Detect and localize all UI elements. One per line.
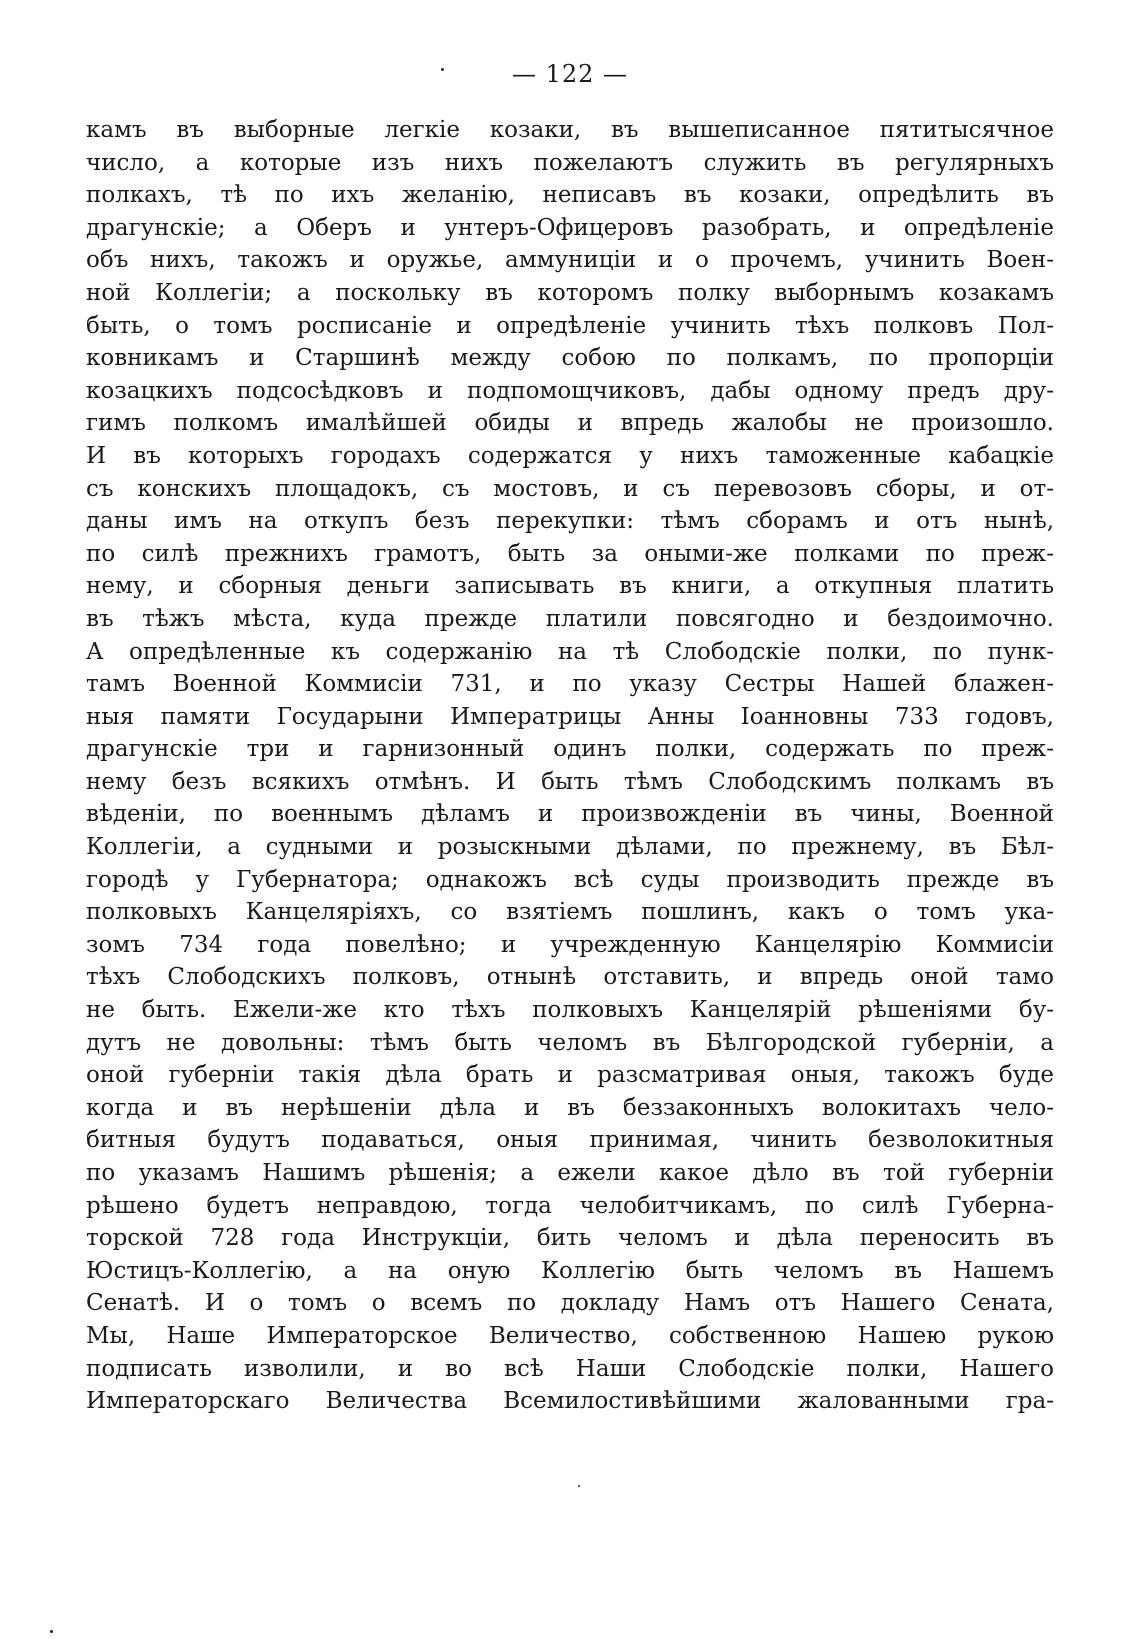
text-line: тѣхъ Слободскихъ полковъ, отнынѣ отставить, и впредь оной тамо — [86, 964, 1054, 991]
text-line: драгунскіе; а Оберъ и унтеръ-Офицеровъ разобрать, и опредѣленіе — [86, 214, 1054, 241]
text-line: ныя памяти Государыни Императрицы Анны Іоанновны 733 годовъ, — [86, 703, 1054, 730]
text-line: торской 728 года Инструкціи, бить челомъ и дѣла переносить въ — [86, 1225, 1054, 1252]
text-line: ковникамъ и Старшинѣ между собою по полкамъ, по пропорціи — [86, 345, 1054, 372]
text-line: нему, и сборныя деньги записывать въ книги, а откупныя платить — [86, 573, 1054, 600]
text-line: Императорскаго Величества Всемилостивѣйшими жалованными гра- — [86, 1388, 1054, 1415]
text-line: нему безъ всякихъ отмѣнъ. И быть тѣмъ Слободскимъ полкамъ въ — [86, 768, 1054, 795]
text-line: козацкихъ подсосѣдковъ и подпомощчиковъ, дабы одному предъ дру- — [86, 377, 1054, 404]
text-line: даны имъ на откупъ безъ перекупки: тѣмъ сборамъ и отъ нынѣ, — [86, 508, 1054, 535]
text-line: Мы, Наше Императорское Величество, собственною Нашею рукою — [86, 1322, 1054, 1349]
text-line: вѣденіи, по военнымъ дѣламъ и произвожденіи въ чины, Военной — [86, 801, 1054, 828]
ink-speck — [578, 1485, 580, 1487]
text-line: Сенатѣ. И о томъ о всемъ по докладу Намъ отъ Нашего Сената, — [86, 1290, 1054, 1317]
text-line: Коллегіи, а судными и розыскными дѣлами, по прежнему, въ Бѣл- — [86, 834, 1054, 861]
text-line: полкахъ, тѣ по ихъ желанію, неписавъ въ козаки, опредѣлить въ — [86, 182, 1054, 209]
text-line: зомъ 734 года повелѣно; и учрежденную Канцелярію Коммисіи — [86, 931, 1054, 958]
text-line: въ тѣжъ мѣста, куда прежде платили повсягодно и бездоимочно. — [86, 605, 1054, 632]
text-line: объ нихъ, такожъ и оружье, аммуниціи и о прочемъ, учинить Воен- — [86, 247, 1054, 274]
text-line: по силѣ прежнихъ грамотъ, быть за оными-же полками по преж- — [86, 540, 1054, 567]
text-line: оной губерніи такія дѣла брать и разсматривая оныя, такожъ буде — [86, 1062, 1054, 1089]
text-line: подписать изволили, и во всѣ Наши Слободскіе полки, Нашего — [86, 1355, 1054, 1382]
text-line: драгунскіе три и гарнизонный одинъ полки, содержать по преж- — [86, 736, 1054, 763]
ink-speck — [50, 1630, 53, 1633]
text-line: тамъ Военной Коммисіи 731, и по указу Сестры Нашей блажен- — [86, 671, 1054, 698]
page-number: — 122 — — [511, 60, 629, 88]
text-line: съ конскихъ площадокъ, съ мостовъ, и съ перевозовъ сборы, и от- — [86, 475, 1054, 502]
text-line: число, а которые изъ нихъ пожелаютъ служить въ регулярныхъ — [86, 149, 1054, 176]
text-line: не быть. Ежели-же кто тѣхъ полковыхъ Канцелярій рѣшеніями бу- — [86, 997, 1054, 1024]
text-line: Юстицъ-Коллегію, а на оную Коллегію быть челомъ въ Нашемъ — [86, 1257, 1054, 1284]
text-line: А опредѣленные къ содержанію на тѣ Слободскіе полки, по пунк- — [86, 638, 1054, 665]
text-line: дутъ не довольны: тѣмъ быть челомъ въ Бѣлгородской губерніи, а — [86, 1029, 1054, 1056]
text-line: гимъ полкомъ ималѣйшей обиды и впредь жалобы не произошло. — [86, 410, 1054, 437]
text-line: быть, о томъ росписаніе и опредѣленіе учинить тѣхъ полковъ Пол- — [86, 312, 1054, 339]
text-line: полковыхъ Канцеляріяхъ, со взятіемъ пошлинъ, какъ о томъ ука- — [86, 899, 1054, 926]
body-text — [86, 114, 1054, 1418]
text-line: городѣ у Губернатора; однакожъ всѣ суды производить прежде въ — [86, 866, 1054, 893]
text-line: битныя будутъ подаваться, оныя принимая, чинить безволокитныя — [86, 1127, 1054, 1154]
text-line: камъ въ выборные легкіе козаки, въ вышеписанное пятитысячное — [86, 117, 1054, 143]
text-line: по указамъ Нашимъ рѣшенія; а ежели какое дѣло въ той губерніи — [86, 1160, 1054, 1186]
ink-speck — [441, 68, 444, 71]
text-line: рѣшено будетъ неправдою, тогда челобитчикамъ, по силѣ Губерна- — [86, 1192, 1054, 1219]
text-line: когда и въ нерѣшеніи дѣла и въ беззаконныхъ волокитахъ чело- — [86, 1094, 1054, 1121]
text-line: ной Коллегіи; а поскольку въ которомъ полку выборнымъ козакамъ — [86, 279, 1054, 306]
text-line: И въ которыхъ городахъ содержатся у нихъ таможенные кабацкіе — [86, 442, 1054, 469]
